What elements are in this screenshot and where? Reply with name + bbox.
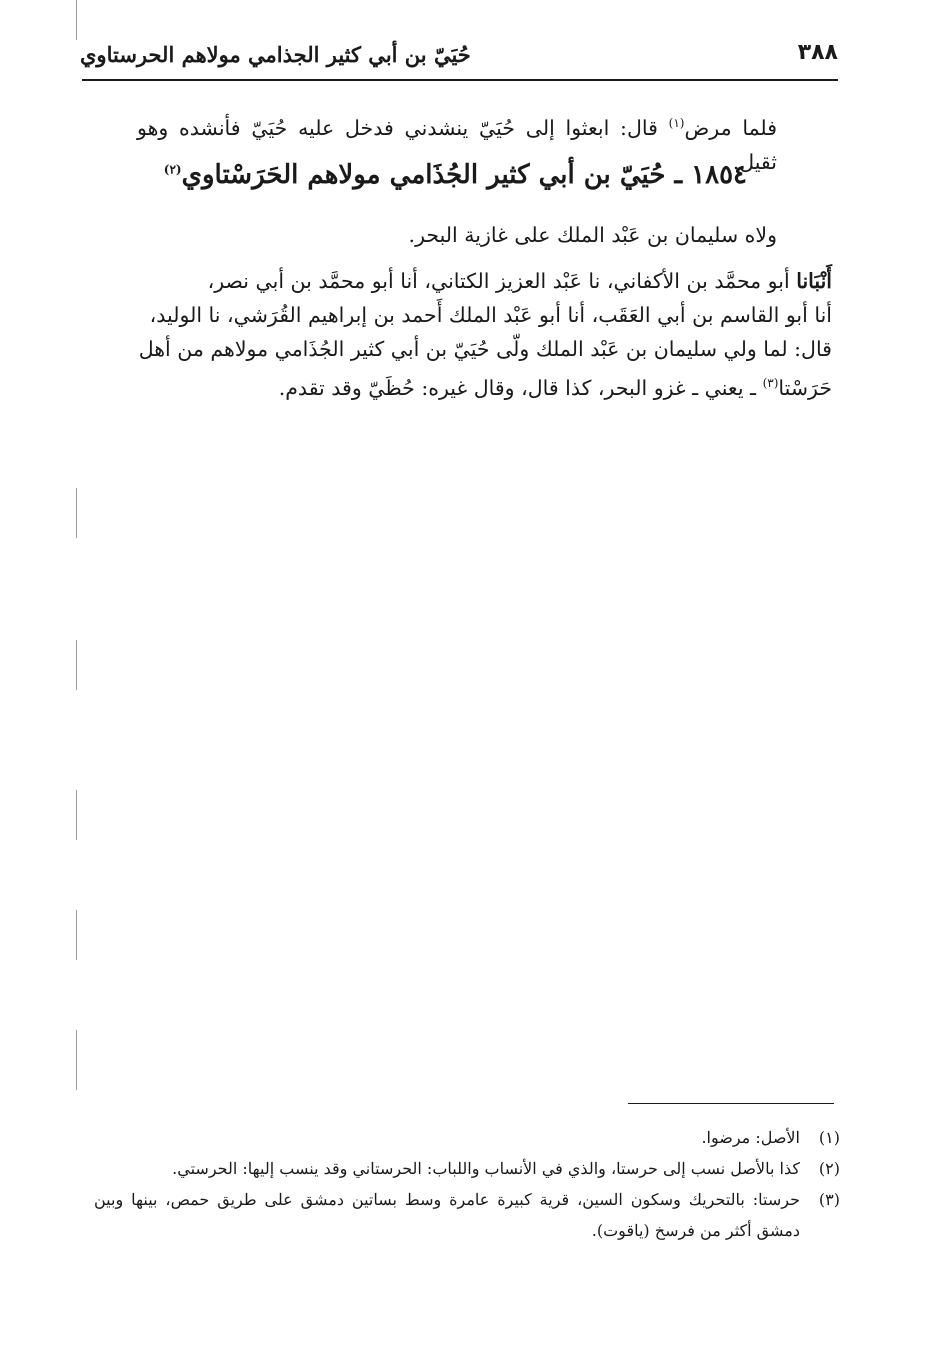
footnote [94, 1184, 840, 1246]
running-title: حُيَيّ بن أبي كثير الجذامي مولاهم الحرستاوي [80, 42, 471, 67]
header-divider [82, 79, 838, 81]
scan-artifact [76, 0, 77, 40]
text-run: أبو محمَّد بن الأكفاني، نا عَبْد العزيز الكتاني، أنا أبو محمَّد بن أبي نصر، [207, 269, 797, 293]
text-run: ـ يعني ـ غزو البحر، كذا قال، وقال غيره: حُظَيّ وقد تقدم. [278, 375, 763, 400]
paragraph-line: ولاه سليمان بن عَبْد الملك على غازية البحر. [408, 223, 777, 247]
paragraph-line: أنا أبو القاسم بن أبي العَقَب، أنا أبو عَبْد الملك أَحمد بن إبراهيم القُرَشي، نا الوليد، [149, 303, 832, 327]
footnote-text: الأصل: مرضوا. [701, 1128, 800, 1147]
paragraph-line [80, 366, 832, 405]
footnote [94, 1122, 840, 1153]
footnote-text: حرستا: بالتحريك وسكون السين، قرية كبيرة عامرة وسط بساتين دمشق على طريق حمص، بينها وبين دمشق أكثر من فرسخ (ياقوت). [94, 1190, 800, 1240]
footnote-ref: (٢) [163, 162, 182, 177]
footnote-ref: (٣) [762, 376, 779, 390]
paragraph-line: قال: لما ولي سليمان بن عَبْد الملك ولّى حُيَيّ بن أبي كثير الجُذَامي مولاهم من أهل [138, 337, 832, 361]
footnote-number: (١) [818, 1128, 840, 1147]
text-run: حَرَسْتا [778, 375, 832, 400]
text-run: فلما مرض [684, 115, 778, 140]
footnote-number: (٢) [818, 1159, 840, 1178]
footnote-ref: (١) [668, 116, 685, 130]
scan-artifact [76, 790, 77, 840]
footnotes [94, 1122, 840, 1246]
scan-artifact [76, 910, 77, 960]
footnote [94, 1153, 840, 1184]
scan-artifact [76, 1030, 77, 1090]
page-header [80, 36, 838, 76]
paragraph-line [80, 264, 832, 298]
isnad-lead-word: أَنْبَانا [796, 269, 832, 293]
footnote-divider [628, 1103, 834, 1104]
entry-heading-text: ١٨٥٤ ـ حُيَيّ بن أبي كثير الجُذَامي مولاهم الحَرَسْتاوي [181, 160, 747, 190]
page-number: ٣٨٨ [797, 40, 838, 65]
footnote-number: (٣) [818, 1190, 840, 1209]
isnad-paragraph [80, 264, 832, 405]
entry-heading [164, 160, 747, 190]
scan-artifact [76, 488, 77, 538]
footnote-text: كذا بالأصل نسب إلى حرستا، والذي في الأنساب واللباب: الحرستاني وقد ينسب إليها: الحرستي. [172, 1159, 800, 1178]
scan-artifact [76, 640, 77, 690]
text-run: قال: ابعثوا إلى حُيَيّ ينشدني فدخل عليه حُيَيّ فأنشده وهو ثقيل. [137, 115, 777, 174]
